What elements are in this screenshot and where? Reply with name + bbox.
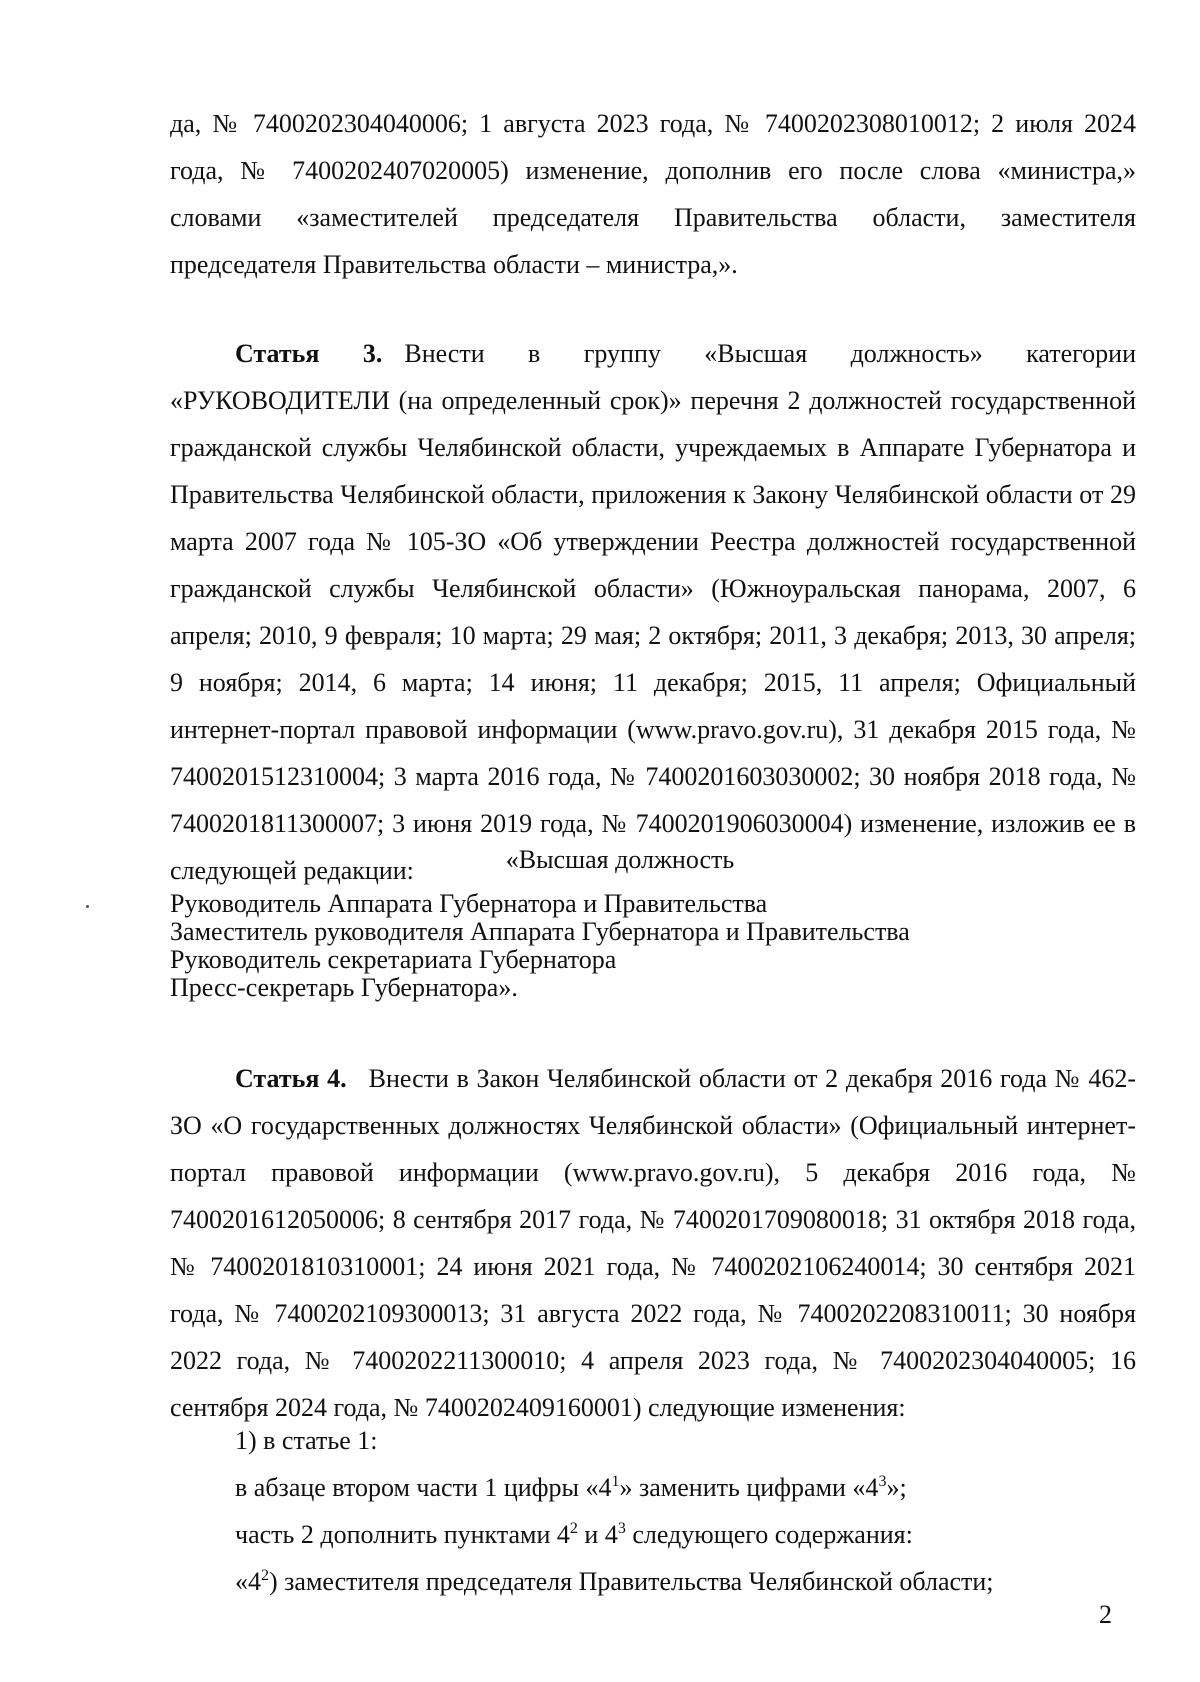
position-item: Заместитель руководителя Аппарата Губернатора и Правительства (170, 917, 910, 946)
article-4-line-3 (235, 1520, 913, 1550)
article-4-label: Статья 4. (235, 1064, 347, 1093)
line-text: «4 (235, 1567, 261, 1596)
line-text: часть 2 дополнить пунктами 4 (235, 1520, 570, 1549)
position-item: Пресс-секретарь Губернатора». (170, 973, 518, 1002)
article-3 (170, 330, 1136, 894)
line-text: »; (886, 1473, 907, 1502)
article-3-label: Статья 3. (235, 339, 383, 368)
position-item: Руководитель Аппарата Губернатора и Правительства (170, 889, 768, 918)
article-2-tail-text: да, № 7400202304040006; 1 августа 2023 года, № 7400202308010012; 2 июля 2024 года, № 7400202407020005) изменение, дополнив его после слова «министра,» словами «заместителей председателя Правительства области, заместителя председателя Правительства области – министра,». (170, 109, 1136, 279)
superscript: 2 (261, 1567, 269, 1584)
line-text: в абзаце втором части 1 цифры «4 (235, 1473, 612, 1502)
article-4-item-1: 1) в статье 1: (235, 1426, 378, 1455)
page-number: 2 (1099, 1600, 1112, 1629)
superscript: 1 (611, 1473, 620, 1490)
line-text: следующего содержания: (625, 1520, 913, 1549)
line-text: ) заместителя председателя Правительства Челябинской области; (269, 1567, 994, 1596)
article-3-paragraph (170, 330, 1136, 894)
article-4-line-2 (235, 1473, 907, 1503)
superscript: 3 (617, 1520, 626, 1537)
superscript: 2 (569, 1520, 578, 1537)
position-group-heading: «Высшая должность (505, 845, 735, 874)
line-text: » заменить цифрами «4 (619, 1473, 879, 1502)
superscript: 3 (878, 1473, 887, 1490)
article-4-line-4 (235, 1567, 994, 1597)
positions-list (170, 890, 910, 1002)
article-3-text: Внести в группу «Высшая должность» категории «РУКОВОДИТЕЛИ (на определенный срок)» перечня 2 должностей государственной гражданской службы Челябинской области, учреждаемых в Аппарате Губернатора и Правительства Челябинской области, приложения к Закону Челябинской области от 29 марта 2007 года № 105-ЗО «Об утверждении Реестра должностей государственной гражданской службы Челябинской области» (Южноуральская панорама, 2007, 6 апреля; 2010, 9 февраля; 10 марта; 29 мая; 2 октября; 2011, 3 декабря; 2013, 30 апреля; 9 ноября; 2014, 6 марта; 14 июня; 11 декабря; 2015, 11 апреля; Официальный интернет-портал правовой информации (www.pravo.gov.ru), 31 декабря 2015 года, № 7400201512310004; 3 марта 2016 года, № 7400201603030002; 30 ноября 2018 года, № 7400201811300007; 3 июня 2019 года, № 7400201906030004) изменение, изложив ее в следующей редакции: (170, 339, 1136, 885)
article-4-text: Внести в Закон Челябинской области от 2 декабря 2016 года № 462-ЗО «О государственных должностях Челябинской области» (Официальный интернет-портал правовой информации (www.pravo.gov.ru), 5 декабря 2016 года, № 7400201612050006; 8 сентября 2017 года, № 7400201709080018; 31 октября 2018 года, № 7400201810310001; 24 июня 2021 года, № 7400202106240014; 30 сентября 2021 года, № 7400202109300013; 31 августа 2022 года, № 7400202208310011; 30 ноября 2022 года, № 7400202211300010; 4 апреля 2023 года, № 7400202304040005; 16 сентября 2024 года, № 7400202409160001) следующие изменения: (170, 1064, 1137, 1422)
position-item: Руководитель секретариата Губернатора (170, 945, 617, 974)
article-4 (170, 1055, 1136, 1431)
line-text: и 4 (577, 1520, 618, 1549)
article-2-continuation (170, 100, 1136, 288)
article-4-paragraph (170, 1055, 1136, 1431)
scan-speck (86, 905, 89, 908)
